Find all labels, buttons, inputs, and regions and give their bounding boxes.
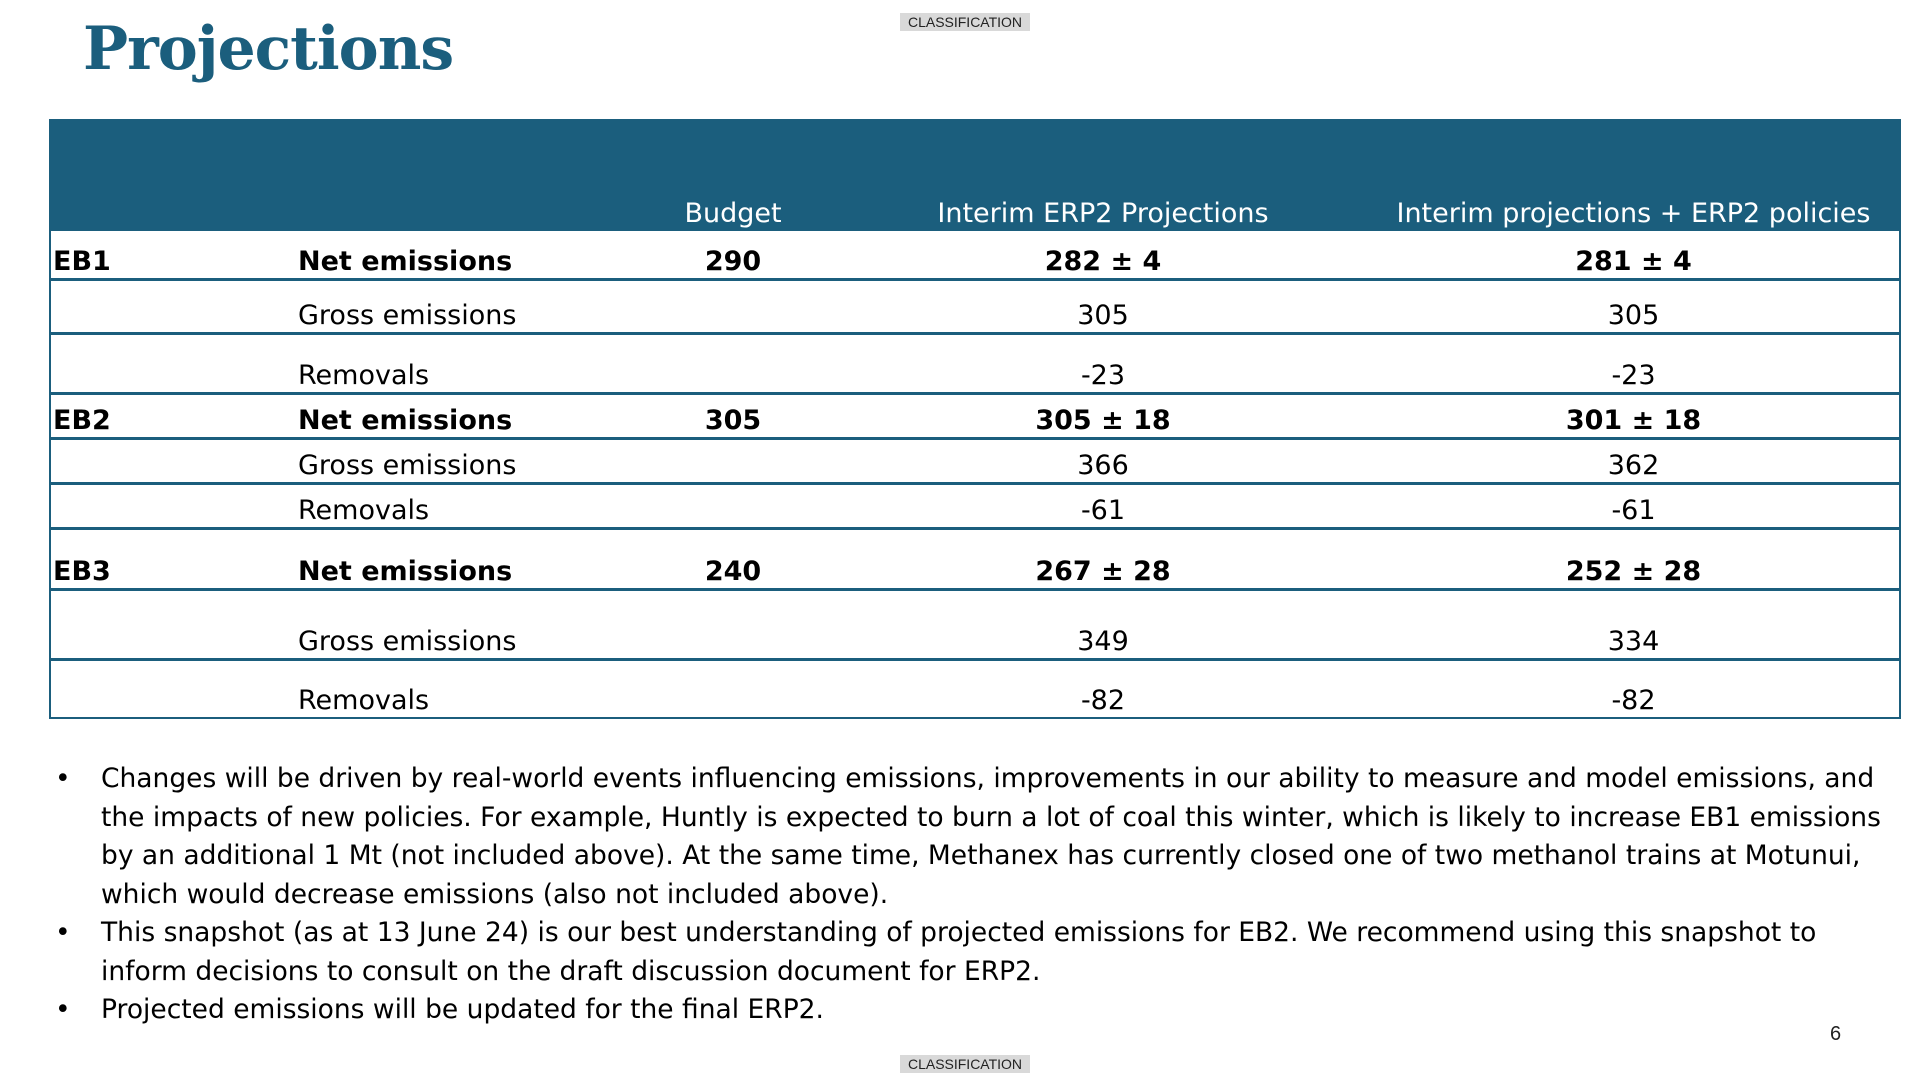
classification-label-top: CLASSIFICATION [900, 13, 1030, 31]
budget-cell [628, 279, 838, 333]
header-interim-plus-policies: Interim projections + ERP2 policies [1396, 198, 1871, 229]
budget-cell [628, 659, 838, 717]
projections-table [49, 119, 1901, 719]
group-cell [51, 659, 298, 717]
table-row [51, 483, 1899, 528]
policies-cell: 252 ± 28 [1368, 528, 1899, 589]
group-cell [51, 438, 298, 483]
table-row [51, 589, 1899, 659]
header-group [51, 121, 298, 231]
group-cell [51, 279, 298, 333]
group-cell: EB3 [51, 528, 298, 589]
table-row [51, 438, 1899, 483]
label-cell: Net emissions [298, 245, 513, 277]
label-cell: Net emissions [298, 393, 628, 438]
interim-cell: 305 [838, 279, 1368, 333]
table-row [51, 279, 1899, 333]
interim-cell: 349 [838, 589, 1368, 659]
label-cell: Gross emissions [298, 438, 628, 483]
policies-cell: -61 [1368, 483, 1899, 528]
label-cell: Removals [298, 659, 628, 717]
header-interim-projections: Interim ERP2 Projections [937, 198, 1269, 229]
group-cell [51, 483, 298, 528]
label-cell: Removals [298, 483, 628, 528]
page-number: 6 [1830, 1023, 1842, 1045]
budget-cell: 290 [704, 245, 762, 277]
bullet-icon: • [55, 917, 71, 948]
bullet-icon: • [55, 994, 71, 1025]
interim-cell: 305 ± 18 [838, 393, 1368, 438]
table-row [51, 528, 1899, 589]
policies-cell: 362 [1368, 438, 1899, 483]
label-cell: Gross emissions [298, 279, 628, 333]
label-cell: Gross emissions [298, 589, 628, 659]
label-cell: Net emissions [298, 528, 628, 589]
interim-cell: 282 ± 4 [1044, 245, 1162, 277]
interim-cell: -82 [838, 659, 1368, 717]
budget-cell: 240 [628, 528, 838, 589]
policies-cell: 305 [1368, 279, 1899, 333]
table-row [51, 659, 1899, 717]
interim-cell: 267 ± 28 [838, 528, 1368, 589]
policies-cell: 301 ± 18 [1368, 393, 1899, 438]
interim-cell: 366 [838, 438, 1368, 483]
interim-cell: -23 [838, 333, 1368, 393]
header-budget: Budget [684, 198, 782, 229]
policies-cell: 334 [1368, 589, 1899, 659]
budget-cell [628, 589, 838, 659]
table-header-row [51, 121, 1899, 231]
bullet-text: Projected emissions will be updated for the final ERP2. [101, 994, 824, 1025]
group-cell [51, 589, 298, 659]
header-label [298, 121, 628, 231]
classification-label-bottom: CLASSIFICATION [900, 1055, 1030, 1073]
label-cell: Removals [298, 333, 628, 393]
interim-cell: -61 [838, 483, 1368, 528]
table-row [51, 393, 1899, 438]
page-title: Projections [83, 14, 454, 84]
policies-cell: 281 ± 4 [1575, 245, 1692, 277]
group-cell: EB2 [51, 393, 298, 438]
table-row [51, 333, 1899, 393]
budget-cell [628, 438, 838, 483]
table-row [51, 231, 1899, 279]
budget-cell [628, 483, 838, 528]
list-item [55, 760, 1895, 914]
list-item [55, 914, 1895, 991]
list-item [55, 991, 1895, 1030]
group-cell: EB1 [53, 245, 111, 277]
bullet-text: Changes will be driven by real-world events influencing emissions, improvements in our ability to measure and model emissions, and the impacts of new policies. For example, Huntly is expected to burn a lot of coal this winter, which is likely to increase EB1 emissions by an additional 1 Mt (not included above). At the same time, Methanex has currently closed one of two methanol trains at Motunui, which would decrease emissions (also not included above). [101, 763, 1881, 910]
budget-cell: 305 [628, 393, 838, 438]
notes-list [55, 760, 1895, 1030]
budget-cell [628, 333, 838, 393]
group-cell [51, 333, 298, 393]
policies-cell: -82 [1368, 659, 1899, 717]
policies-cell: -23 [1368, 333, 1899, 393]
bullet-text: This snapshot (as at 13 June 24) is our best understanding of projected emissions for EB2. We recommend using this snapshot to inform decisions to consult on the draft discussion document for ERP2. [101, 917, 1817, 987]
bullet-icon: • [55, 763, 71, 794]
